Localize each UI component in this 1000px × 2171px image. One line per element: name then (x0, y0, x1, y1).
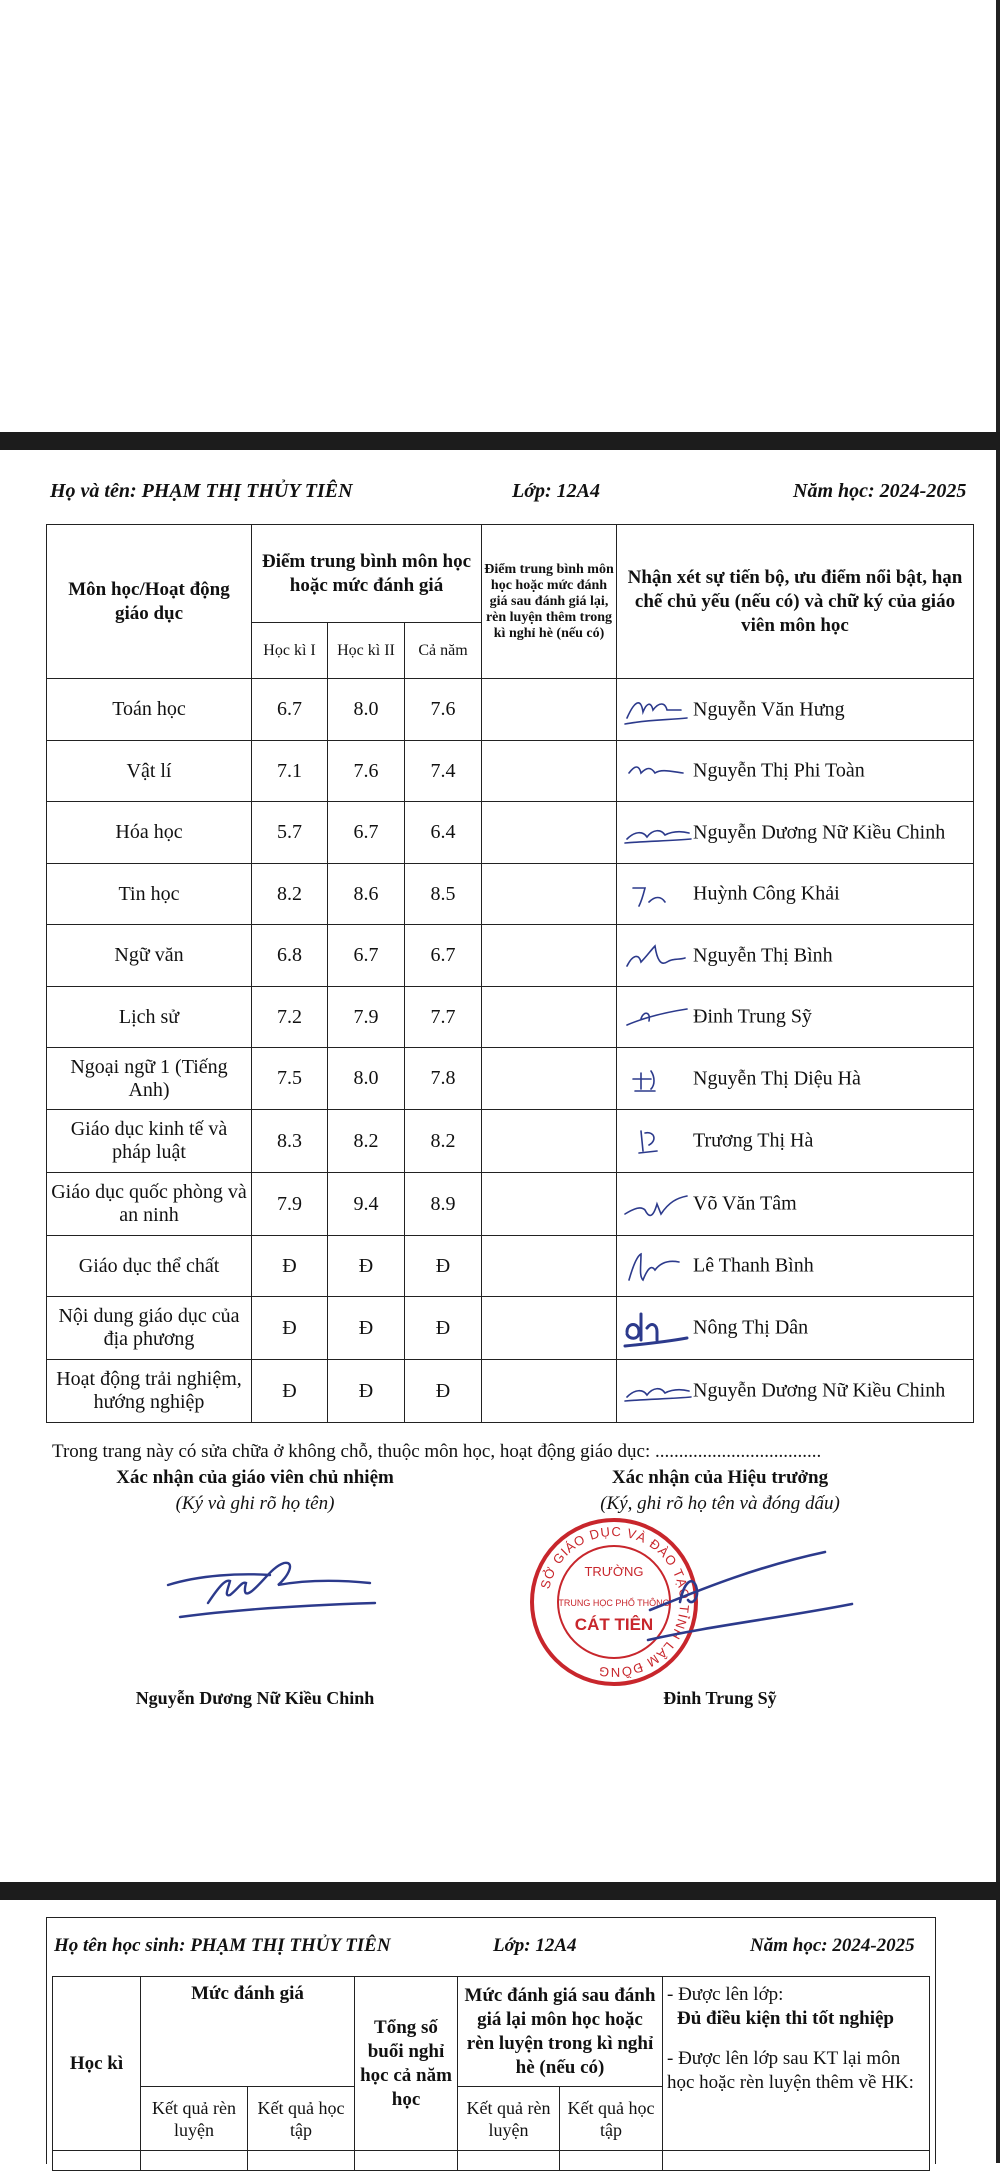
teacher-cell (617, 925, 974, 987)
reeval-cell (482, 1048, 617, 1110)
comment-header: Nhận xét sự tiến bộ, ưu điểm nổi bật, hạn chế chủ yếu (nếu có) và chữ ký của giáo viên môn học (617, 525, 974, 679)
hk2-score: 8.6 (328, 864, 405, 925)
conduct-header: Kết quả rèn luyện (141, 2087, 248, 2151)
hk2-score: 7.6 (328, 741, 405, 802)
subject-cell: Giáo dục thể chất (47, 1236, 252, 1297)
year-score: 7.4 (405, 741, 482, 802)
teacher-name: Võ Văn Tâm (693, 1192, 797, 1215)
stamp-ring-text: SỞ GIÁO DỤC VÀ ĐÀO TẠO TỈNH LÂM ĐỒNG (537, 1523, 693, 1681)
promote-label: - Được lên lớp: (667, 1984, 784, 2005)
principal-subtitle: (Ký, ghi rõ họ tên và đóng dấu) (600, 1493, 840, 1514)
empty-cell (458, 2151, 560, 2171)
teacher-name: Nguyễn Thị Bình (693, 944, 833, 966)
teacher-signature (621, 997, 693, 1037)
grades-table (46, 524, 974, 1423)
stamp-line2: TRUNG HỌC PHỔ THÔNG (558, 1598, 670, 1608)
teacher-signature (621, 813, 693, 853)
year-score: 6.4 (405, 802, 482, 864)
year-score: 6.7 (405, 925, 482, 987)
hk2-score: 8.2 (328, 1110, 405, 1173)
teacher-cell (617, 1173, 974, 1236)
avg-header: Điểm trung bình môn học hoặc mức đánh giá (252, 525, 482, 623)
term-header: Học kì (53, 1977, 141, 2151)
grade-row (47, 1110, 974, 1173)
empty-cell (355, 2151, 458, 2171)
p2-school-year: Năm học: 2024-2025 (750, 1935, 915, 1956)
student-name: Họ và tên: PHẠM THỊ THỦY TIÊN (50, 480, 353, 502)
teacher-name: Nguyễn Thị Phi Toàn (693, 759, 865, 782)
teacher-cell (617, 802, 974, 864)
hk1-score: 8.2 (252, 864, 328, 925)
hk1-score: 6.7 (252, 679, 328, 741)
summary-table (52, 1976, 930, 2171)
year-score: 8.5 (405, 864, 482, 925)
hk2-score: Đ (328, 1236, 405, 1297)
homeroom-signature (160, 1545, 390, 1635)
rerating-header: Mức đánh giá sau đánh giá lại môn học hoặc rèn luyện trong kì nghỉ hè (nếu có) (458, 1977, 663, 2087)
subject-cell: Lịch sử (47, 987, 252, 1048)
teacher-cell (617, 1048, 974, 1110)
teacher-signature (621, 751, 693, 791)
hk1-score: Đ (252, 1360, 328, 1423)
reeval-header: Điểm trung bình môn học hoặc mức đánh giá sau đánh giá lại, rèn luyện thêm trong kì nghỉ hè (nếu có) (482, 525, 617, 679)
teacher-signature (621, 874, 693, 914)
teacher-signature (621, 1308, 693, 1348)
principal-name: Đinh Trung Sỹ (663, 1688, 777, 1708)
hk1-score: Đ (252, 1236, 328, 1297)
homeroom-title: Xác nhận của giáo viên chủ nhiệm (116, 1467, 394, 1488)
reeval-cell (482, 1236, 617, 1297)
hk1-header: Học kì I (252, 623, 328, 679)
grade-row (47, 925, 974, 987)
reeval-cell (482, 1360, 617, 1423)
grade-row (47, 1360, 974, 1423)
school-year: Năm học: 2024-2025 (793, 480, 967, 502)
grade-row (47, 1297, 974, 1360)
conduct2-header: Kết quả rèn luyện (458, 2087, 560, 2151)
grade-row (47, 864, 974, 925)
absent-header: Tổng số buổi nghỉ học cả năm học (355, 1977, 458, 2151)
teacher-name: Nguyễn Dương Nữ Kiều Chinh (693, 821, 946, 843)
reeval-cell (482, 987, 617, 1048)
teacher-signature (621, 1371, 693, 1411)
subject-cell: Hóa học (47, 802, 252, 864)
p2-class-label: Lớp: 12A4 (493, 1935, 577, 1956)
teacher-name: Lê Thanh Bình (693, 1254, 814, 1277)
teacher-signature (621, 1059, 693, 1099)
teacher-signature (621, 1184, 693, 1224)
teacher-signature (621, 690, 693, 730)
hk1-score: 6.8 (252, 925, 328, 987)
subject-cell: Ngữ văn (47, 925, 252, 987)
year-score: Đ (405, 1236, 482, 1297)
subject-cell: Giáo dục kinh tế và pháp luật (47, 1110, 252, 1173)
class-label: Lớp: 12A4 (512, 480, 600, 502)
corrections-note: Trong trang này có sửa chữa ở không chỗ, thuộc môn học, hoạt động giáo dục: ................................... (52, 1441, 822, 1462)
subject-cell: Giáo dục quốc phòng và an ninh (47, 1173, 252, 1236)
hk2-score: Đ (328, 1360, 405, 1423)
teacher-name: Nguyễn Thị Diệu Hà (693, 1067, 861, 1089)
reeval-cell (482, 741, 617, 802)
empty-cell (53, 2151, 141, 2171)
hk1-score: 8.3 (252, 1110, 328, 1173)
teacher-signature (621, 1246, 693, 1286)
subject-cell: Ngoại ngữ 1 (Tiếng Anh) (47, 1048, 252, 1110)
year-score: 8.2 (405, 1110, 482, 1173)
study2-header: Kết quả học tập (560, 2087, 663, 2151)
grade-row (47, 1173, 974, 1236)
teacher-cell (617, 987, 974, 1048)
reeval-cell (482, 1297, 617, 1360)
teacher-name: Huỳnh Công Khải (693, 882, 840, 905)
reeval-cell (482, 1110, 617, 1173)
reeval-cell (482, 1173, 617, 1236)
year-score: 7.6 (405, 679, 482, 741)
hk2-score: Đ (328, 1297, 405, 1360)
year-score: 8.9 (405, 1173, 482, 1236)
hk2-score: 8.0 (328, 679, 405, 741)
empty-cell (560, 2151, 663, 2171)
hk2-header: Học kì II (328, 623, 405, 679)
promote-after: - Được lên lớp sau KT lại môn học hoặc rèn luyện thêm về HK: (667, 2048, 914, 2093)
teacher-name: Đinh Trung Sỹ (693, 1005, 812, 1028)
grade-row (47, 1236, 974, 1297)
teacher-cell (617, 1360, 974, 1423)
hk2-score: 8.0 (328, 1048, 405, 1110)
grade-row (47, 1048, 974, 1110)
subject-cell: Hoạt động trải nghiệm, hướng nghiệp (47, 1360, 252, 1423)
subject-cell: Toán học (47, 679, 252, 741)
grade-row (47, 679, 974, 741)
p2-student-name: Họ tên học sinh: PHẠM THỊ THỦY TIÊN (54, 1935, 391, 1956)
grade-row (47, 802, 974, 864)
subject-cell: Tin học (47, 864, 252, 925)
teacher-name: Nguyễn Văn Hưng (693, 698, 845, 720)
teacher-cell (617, 1297, 974, 1360)
empty-cell (248, 2151, 355, 2171)
hk1-score: 7.9 (252, 1173, 328, 1236)
reeval-cell (482, 679, 617, 741)
year-score: Đ (405, 1360, 482, 1423)
teacher-name: Trương Thị Hà (693, 1129, 814, 1152)
promotion-cell (663, 1977, 930, 2151)
year-score: Đ (405, 1297, 482, 1360)
study-header: Kết quả học tập (248, 2087, 355, 2151)
teacher-signature (621, 1121, 693, 1161)
principal-signature (640, 1540, 860, 1650)
hk1-score: 7.1 (252, 741, 328, 802)
hk2-score: 7.9 (328, 987, 405, 1048)
hk1-score: 5.7 (252, 802, 328, 864)
empty-cell (141, 2151, 248, 2171)
page-separator-top (0, 432, 1000, 450)
year-header: Cả năm (405, 623, 482, 679)
teacher-signature (621, 936, 693, 976)
reeval-cell (482, 864, 617, 925)
hk2-score: 6.7 (328, 925, 405, 987)
year-score: 7.8 (405, 1048, 482, 1110)
promote-value: Đủ điều kiện thi tốt nghiệp (677, 2008, 894, 2029)
subject-header: Môn học/Hoạt động giáo dục (47, 525, 252, 679)
rating-header: Mức đánh giá (141, 1977, 355, 2087)
subject-cell: Nội dung giáo dục của địa phương (47, 1297, 252, 1360)
hk2-score: 6.7 (328, 802, 405, 864)
subject-cell: Vật lí (47, 741, 252, 802)
teacher-name: Nguyễn Dương Nữ Kiều Chinh (693, 1379, 946, 1402)
teacher-name: Nông Thị Dân (693, 1316, 809, 1339)
year-score: 7.7 (405, 987, 482, 1048)
hk1-score: Đ (252, 1297, 328, 1360)
homeroom-subtitle: (Ký và ghi rõ họ tên) (175, 1493, 335, 1514)
teacher-cell (617, 679, 974, 741)
hk2-score: 9.4 (328, 1173, 405, 1236)
teacher-cell (617, 1236, 974, 1297)
homeroom-name: Nguyễn Dương Nữ Kiều Chinh (135, 1688, 375, 1708)
grade-row (47, 741, 974, 802)
page-separator-bottom (0, 1882, 1000, 1900)
hk1-score: 7.5 (252, 1048, 328, 1110)
page-edge (996, 0, 1000, 2163)
teacher-cell (617, 864, 974, 925)
teacher-cell (617, 741, 974, 802)
grade-row (47, 987, 974, 1048)
stamp-line3: CÁT TIÊN (574, 1615, 654, 1634)
teacher-cell (617, 1110, 974, 1173)
reeval-cell (482, 925, 617, 987)
principal-title: Xác nhận của Hiệu trưởng (611, 1467, 829, 1488)
hk1-score: 7.2 (252, 987, 328, 1048)
empty-cell (663, 2151, 930, 2171)
stamp-line1: TRƯỜNG (584, 1564, 644, 1579)
reeval-cell (482, 802, 617, 864)
